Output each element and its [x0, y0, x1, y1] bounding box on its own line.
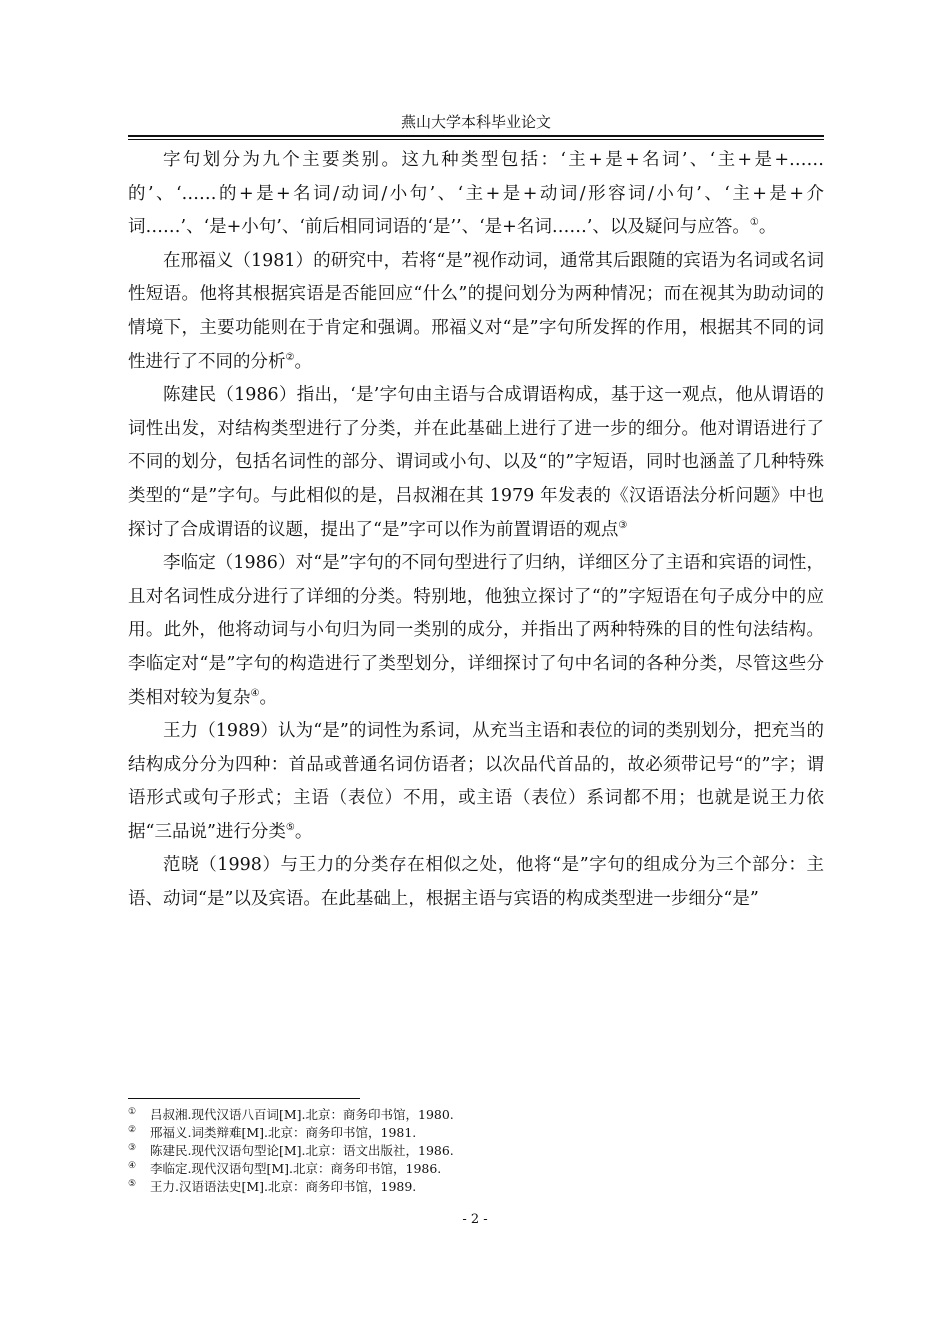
- paragraph: 李临定（1986）对“是”字句的不同句型进行了归纳，详细区分了主语和宾语的词性，且对名词性成分进行了详细的分类。特别地，他独立探讨了“的”字短语在句子成分中的应用。此外，他将动词与小句归为同一类别的成分，并指出了两种特殊的目的性句法结构。李临定对“是”字句的构造进行了类型划分，详细探讨了句中名词的各种分类，尽管这些分类相对较为复杂④。: [128, 553, 824, 708]
- page-number: - 2 -: [462, 1212, 488, 1227]
- footnote-mark: ①: [128, 1107, 137, 1117]
- footnote-item: [128, 1106, 824, 1124]
- page-header-title: 燕山大学本科毕业论文: [400, 113, 551, 131]
- footnote-ref[interactable]: ②: [285, 351, 295, 363]
- footnote-text: 陈建民.现代汉语句型论[M].北京：语文出版社，1986.: [150, 1143, 454, 1158]
- footnote-mark: ③: [128, 1143, 137, 1153]
- header-rule-thick: [128, 135, 824, 137]
- footnote-ref[interactable]: ④: [250, 687, 260, 699]
- footnote-text: 邢福义.词类辩难[M].北京：商务印书馆，1981.: [150, 1125, 417, 1140]
- header-rule-thin: [128, 139, 824, 140]
- footnote-ref[interactable]: ⑤: [285, 822, 295, 834]
- footnote-ref[interactable]: ③: [618, 519, 628, 531]
- paragraph: 范晓（1998）与王力的分类存在相似之处，他将“是”字句的组成分为三个部分：主语、动词“是”以及宾语。在此基础上，根据主语与宾语的构成类型进一步细分“是”: [128, 855, 824, 910]
- footnote-item: [128, 1160, 824, 1178]
- footnote-text: 吕叔湘.现代汉语八百词[M].北京：商务印书馆，1980.: [150, 1107, 454, 1122]
- footnote-item: [128, 1142, 824, 1160]
- paragraph: 陈建民（1986）指出，‘是’字句由主语与合成谓语构成，基于这一观点，他从谓语的词性出发，对结构类型进行了分类，并在此基础上进行了进一步的细分。他对谓语进行了不同的划分，包括名词性的部分、谓词或小句、以及“的”字短语，同时也涵盖了几种特殊类型的“是”字句。与此相似的是，吕叔湘在其 1979 年发表的《汉语语法分析问题》中也探讨了合成谓语的议题，提出了“是”字可以作为前置谓语的观点③: [128, 385, 824, 540]
- footnote-mark: ②: [128, 1125, 137, 1135]
- footnote-ref[interactable]: ①: [749, 217, 759, 229]
- footnote-mark: ⑤: [128, 1179, 137, 1189]
- paragraph: 王力（1989）认为“是”的词性为系词，从充当主语和表位的词的类别划分，把充当的结构成分分为四种：首品或普通名词仿语者；以次品代首品的，故必须带记号“的”字；谓语形式或句子形式；主语（表位）不用，或主语（表位）系词都不用；也就是说王力依据“三品说”进行分类⑤。: [128, 721, 824, 842]
- body-text: [128, 144, 824, 917]
- footnote-text: 李临定.现代汉语句型[M].北京：商务印书馆，1986.: [150, 1161, 442, 1176]
- footnote-text: 王力.汉语语法史[M].北京：商务印书馆，1989.: [150, 1179, 417, 1194]
- footnote-item: [128, 1124, 824, 1142]
- footnote-mark: ④: [128, 1161, 137, 1171]
- footnote-separator: [128, 1098, 360, 1099]
- footnotes: [128, 1106, 824, 1196]
- footnote-item: [128, 1178, 824, 1196]
- paragraph: 字句划分为九个主要类别。这九种类型包括：‘主+是+名词’、‘主+是+……的’、‘……的+是+名词/动词/小句’、‘主+是+动词/形容词/小句’、‘主+是+介词……’、‘是+小句’、‘前后相同词语的‘是’’、‘是+名词……’、以及疑问与应答。①。: [128, 150, 824, 238]
- paragraph: 在邢福义（1981）的研究中，若将“是”视作动词，通常其后跟随的宾语为名词或名词性短语。他将其根据宾语是否能回应“什么”的提问划分为两种情况；而在视其为助动词的情境下，主要功能则在于肯定和强调。邢福义对“是”字句所发挥的作用，根据其不同的词性进行了不同的分析②。: [128, 250, 824, 372]
